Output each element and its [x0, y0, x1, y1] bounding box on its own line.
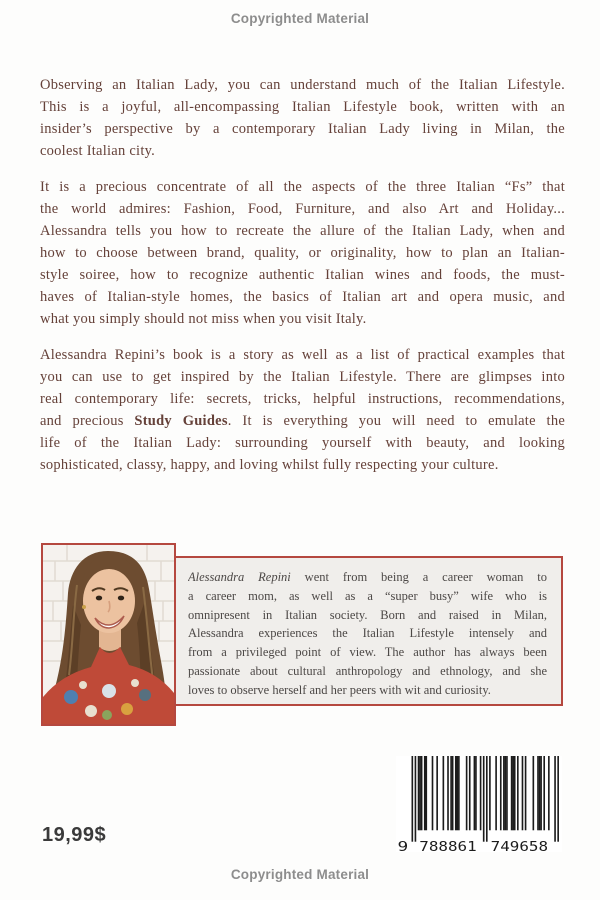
text-line: and precious Study Guides. It is everything you will need to emulate the [40, 413, 565, 429]
text-line: life of the Italian Lady: surrounding yourself with beauty, and looking [40, 435, 565, 451]
barcode-digits: 749658 [490, 838, 549, 852]
copyright-notice-top: Copyrighted Material [230, 11, 370, 26]
text-line: Alessandra Repini’s book is a story as well as a list of practical examples that [40, 347, 565, 363]
description-paragraph-2 [40, 176, 565, 330]
barcode-digits: 9 [397, 838, 409, 852]
text-line: Alessandra tells you how to recreate the allure of the Italian Lady, when and [40, 223, 565, 239]
text-line: loves to observe herself and her peers with wit and curiosity. [188, 682, 491, 697]
eye-left [96, 596, 102, 601]
text-line: haves of Italian-style homes, the basics of Italian art and opera music, and [40, 289, 565, 305]
text-line: It is a precious concentrate of all the aspects of the three Italian “Fs” that [40, 179, 565, 195]
text-line: insider’s perspective by a contemporary Italian Lady living in Milan, the [40, 121, 565, 137]
description-paragraph-1 [40, 74, 565, 162]
text-line: real contemporary life: secrets, tricks, helpful instructions, recommendations, [40, 391, 565, 407]
text-line: what you simply should not miss when you visit Italy. [40, 311, 367, 327]
text-line: how to choose between brand, quality, or originality, how to plan an Italian- [40, 245, 565, 261]
cover-description [40, 74, 565, 490]
face [81, 554, 137, 633]
author-bio-box [170, 556, 563, 706]
price-label: 19,99$ [42, 824, 107, 846]
text-line: sophisticated, classy, happy, and loving whilst fully respecting your culture. [40, 457, 499, 473]
text-line: you can use to get inspired by the Italian Lifestyle. There are glimpses into [40, 369, 565, 385]
text-line: a career mom, as well as a “super busy” wife who is [188, 588, 547, 603]
text-line: passionate about cultural anthropology and ethnology, and she [188, 663, 547, 678]
text-line: omnipresent in Italian society. Born and raised in Milan, [188, 607, 547, 622]
text-line: the world admires: Fashion, Food, Furniture, and also Art and Holiday... [40, 201, 565, 217]
isbn-barcode [396, 756, 562, 852]
text-line: Alessandra Repini went from being a career woman to [188, 570, 547, 584]
text-line: This is a joyful, all-encompassing Italian Lifestyle book, written with an [40, 99, 565, 115]
text-line: Alessandra experiences the Italian Lifestyle intensely and [188, 626, 547, 641]
copyright-notice-bottom: Copyrighted Material [230, 867, 370, 882]
author-portrait-illustration [43, 545, 174, 724]
earring [82, 605, 86, 609]
text-line: coolest Italian city. [40, 143, 156, 159]
text-line: style soiree, how to recognize authentic Italian wines and foods, the must- [40, 267, 565, 283]
eye-right [118, 596, 124, 601]
author-photo [41, 543, 176, 726]
text-line: Observing an Italian Lady, you can understand much of the Italian Lifestyle. [40, 77, 565, 93]
barcode-digits: 788861 [419, 838, 477, 852]
text-line: from a privileged point of view. The author has always been [188, 645, 547, 660]
description-paragraph-3 [40, 344, 565, 476]
author-bio-text [188, 568, 547, 700]
